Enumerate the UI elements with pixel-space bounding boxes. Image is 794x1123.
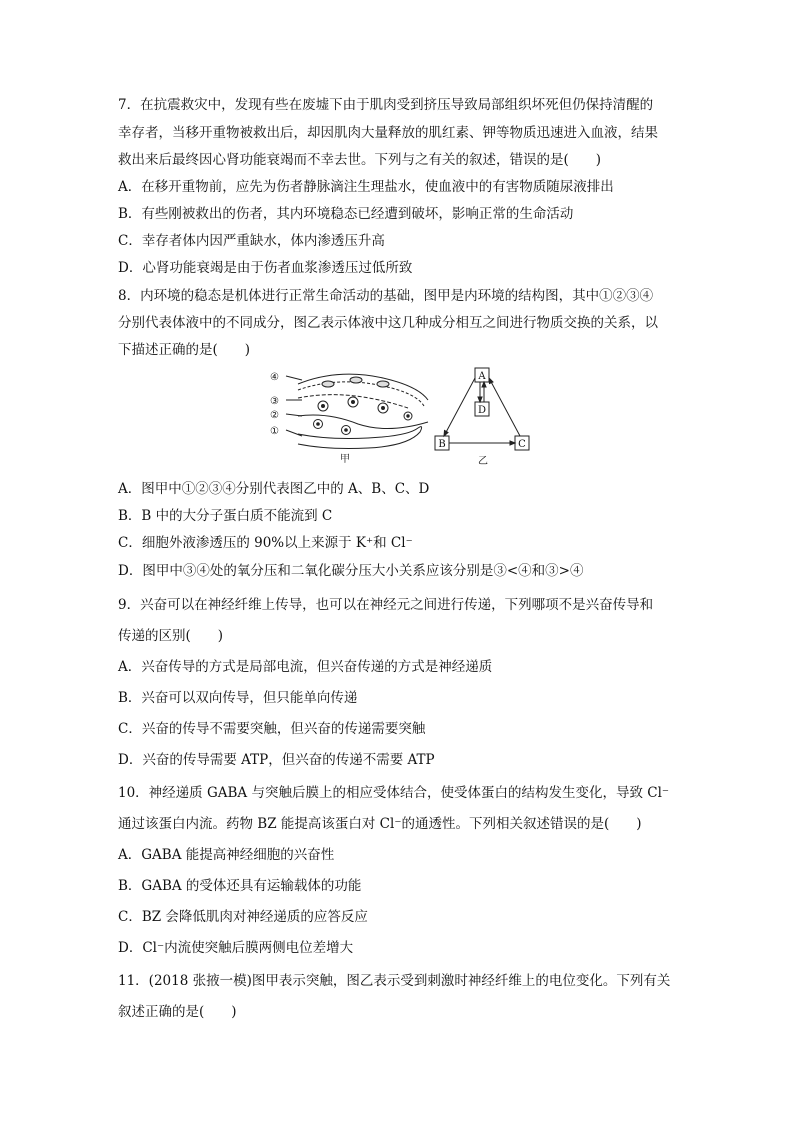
q10-option-a: A．GABA 能提高神经细胞的兴奋性 xyxy=(118,847,335,863)
q7-option-a: A．在移开重物前，应先为伤者静脉滴注生理盐水，使血液中的有害物质随尿液排出 xyxy=(118,179,614,195)
q10-option-b: B．GABA 的受体还具有运输载体的功能 xyxy=(118,878,362,894)
figure-yi-node-b: B xyxy=(438,439,446,450)
q10-option-c: C．BZ 会降低肌肉对神经递质的应答反应 xyxy=(118,909,368,925)
q7-option-c: C．幸存者体内因严重缺水，体内渗透压升高 xyxy=(118,233,385,249)
q11-stem-line-2: 叙述正确的是( ) xyxy=(118,1004,237,1020)
q8-option-c: C．细胞外液渗透压的 90%以上来源于 K⁺和 Cl⁻ xyxy=(118,535,413,551)
figure-jia-label-3: ③ xyxy=(270,396,279,407)
q8-option-a: A．图甲中①②③④分别代表图乙中的 A、B、C、D xyxy=(118,481,430,497)
q7-stem-line-1: 7．在抗震救灾中，发现有些在废墟下由于肌肉受到挤压导致局部组织坏死但仍保持清醒的 xyxy=(118,97,654,113)
q7-option-b: B．有些刚被救出的伤者，其内环境稳态已经遭到破坏，影响正常的生命活动 xyxy=(118,206,574,222)
figure-yi-node-a: A xyxy=(478,371,486,382)
q8-stem-line-1: 8．内环境的稳态是机体进行正常生命活动的基础，图甲是内环境的结构图，其中①②③④ xyxy=(118,288,654,304)
q9-option-a: A．兴奋传导的方式是局部电流，但兴奋传递的方式是神经递质 xyxy=(118,659,493,675)
figure-yi-caption: 乙 xyxy=(478,456,488,466)
figure-jia-label-1: ① xyxy=(270,426,279,437)
q11-stem-line-1: 11．(2018 张掖一模)图甲表示突触，图乙表示受到刺激时神经纤维上的电位变化。下列有关 xyxy=(118,973,671,989)
q10-stem-line-1: 10．神经递质 GABA 与突触后膜上的相应受体结合，使受体蛋白的结构发生变化，导致 Cl⁻ xyxy=(118,785,670,801)
q8-stem-line-2: 分别代表体液中的不同成分，图乙表示体液中这几种成分相互之间进行物质交换的关系，以 xyxy=(118,315,658,331)
q8-option-d: D．图甲中③④处的氧分压和二氧化碳分压大小关系应该分别是③<④和③>④ xyxy=(118,563,584,579)
q9-stem-line-1: 9．兴奋可以在神经纤维上传导，也可以在神经元之间进行传递，下列哪项不是兴奋传导和 xyxy=(118,597,654,613)
figure-jia-diagram xyxy=(286,374,428,448)
q9-option-b: B．兴奋可以双向传导，但只能单向传递 xyxy=(118,690,358,706)
figure-jia-label-2: ② xyxy=(270,410,279,421)
q9-option-c: C．兴奋的传导不需要突触，但兴奋的传递需要突触 xyxy=(118,721,426,737)
q8-figure xyxy=(268,366,538,466)
figure-yi-node-c: C xyxy=(518,439,526,450)
q8-stem-line-3: 下描述正确的是( ) xyxy=(118,342,251,358)
figure-jia-label-4: ④ xyxy=(270,372,279,383)
q9-option-d: D．兴奋的传导需要 ATP，但兴奋的传递不需要 ATP xyxy=(118,752,435,768)
figure-yi-node-d: D xyxy=(477,405,487,416)
figure-jia-caption: 甲 xyxy=(340,454,350,465)
q7-stem-line-3: 救出来后最终因心肾功能衰竭而不幸去世。下列与之有关的叙述，错误的是( ) xyxy=(118,152,602,168)
q7-option-d: D．心肾功能衰竭是由于伤者血浆渗透压过低所致 xyxy=(118,260,413,276)
q8-figure-svg xyxy=(268,366,538,466)
q9-stem-line-2: 传递的区别( ) xyxy=(118,628,224,644)
q8-option-b: B．B 中的大分子蛋白质不能流到 C xyxy=(118,508,333,524)
q7-stem-line-2: 幸存者，当移开重物被救出后，却因肌肉大量释放的肌红素、钾等物质迅速进入血液，结果 xyxy=(118,125,658,141)
q10-option-d: D．Cl⁻内流使突触后膜两侧电位差增大 xyxy=(118,940,354,956)
q10-stem-line-2: 通过该蛋白内流。药物 BZ 能提高该蛋白对 Cl⁻的通透性。下列相关叙述错误的是( ) xyxy=(118,816,642,832)
